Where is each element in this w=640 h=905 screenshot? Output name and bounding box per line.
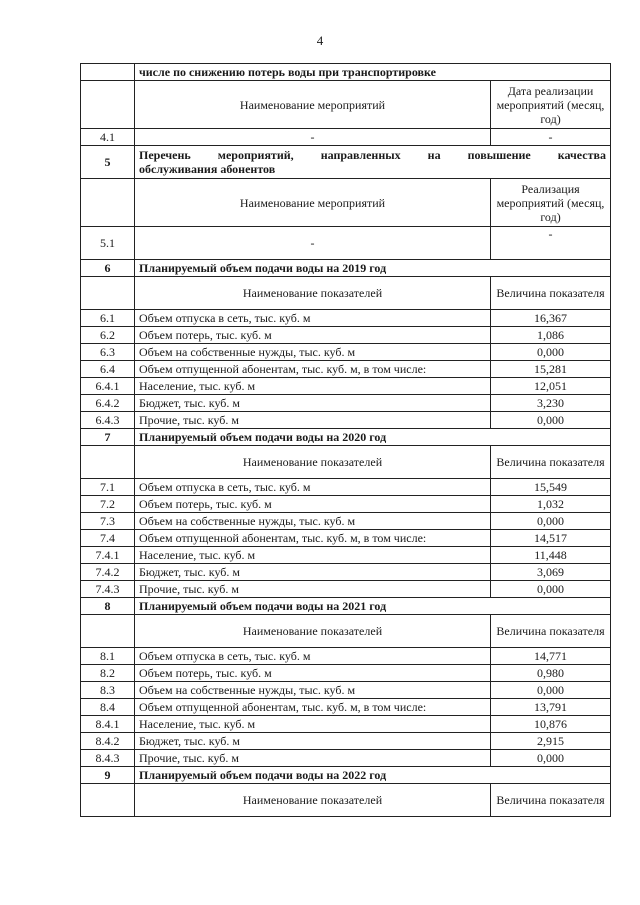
table-row [81,750,611,767]
table-row [81,716,611,733]
table-row [81,361,611,378]
row-value: 10,876 [491,716,611,733]
row-value: 2,915 [491,733,611,750]
table-row [81,378,611,395]
row-number: 4.1 [81,129,135,146]
row-number: 8.2 [81,665,135,682]
row-name: Объем потерь, тыс. куб. м [135,496,491,513]
table-header-row [81,179,611,227]
row-number: 8.4.2 [81,733,135,750]
row-name: Прочие, тыс. куб. м [135,412,491,429]
row-number: 7.4.3 [81,581,135,598]
document-table [80,63,611,817]
row-name: Население, тыс. куб. м [135,716,491,733]
row-value: 0,000 [491,581,611,598]
row-value: - [491,227,611,260]
section-number: 7 [81,429,135,446]
row-value: 3,230 [491,395,611,412]
table-header-row [81,784,611,817]
section-title: Планируемый объем подачи воды на 2020 год [135,429,611,446]
row-value: 15,281 [491,361,611,378]
column-header-value: Величина показателя [491,277,611,310]
row-number: 7.3 [81,513,135,530]
row-name: Прочие, тыс. куб. м [135,750,491,767]
row-number: 6.1 [81,310,135,327]
row-number: 7.4.1 [81,547,135,564]
row-name: Бюджет, тыс. куб. м [135,564,491,581]
row-number: 7.1 [81,479,135,496]
row-value: 16,367 [491,310,611,327]
row-number: 7.4.2 [81,564,135,581]
row-name: Объем отпуска в сеть, тыс. куб. м [135,479,491,496]
row-value: 0,980 [491,665,611,682]
number-cell [81,179,135,227]
row-number: 8.4.3 [81,750,135,767]
table-row [81,665,611,682]
row-number: 5.1 [81,227,135,260]
row-name: Объем отпущенной абонентам, тыс. куб. м, в том числе: [135,530,491,547]
table-row [81,344,611,361]
table-row [81,496,611,513]
section-row [81,260,611,277]
section-row [81,598,611,615]
row-number: 6.3 [81,344,135,361]
section-number: 9 [81,767,135,784]
title-word: Перечень [139,148,191,162]
row-number: 8.3 [81,682,135,699]
table-header-row [81,615,611,648]
section-number: 5 [81,146,135,179]
number-cell [81,446,135,479]
row-name: Население, тыс. куб. м [135,378,491,395]
column-header-name: Наименование показателей [135,277,491,310]
row-value: 0,000 [491,682,611,699]
table-row [81,648,611,665]
column-header-value: Величина показателя [491,784,611,817]
column-header-name: Наименование мероприятий [135,179,491,227]
row-value: 0,000 [491,513,611,530]
table-row [81,564,611,581]
page-number: 4 [316,33,324,48]
row-name: Объем на собственные нужды, тыс. куб. м [135,344,491,361]
row-name: Объем отпущенной абонентам, тыс. куб. м, в том числе: [135,361,491,378]
column-header-name: Наименование мероприятий [135,81,491,129]
section-title-line2: обслуживания абонентов [139,162,276,176]
section-row [81,146,611,179]
row-value: 3,069 [491,564,611,581]
continuation-title: числе по снижению потерь воды при транспортировке [135,64,611,81]
row-number: 8.1 [81,648,135,665]
table-row [81,129,611,146]
table-row [81,699,611,716]
row-number: 8.4 [81,699,135,716]
row-value: 0,000 [491,344,611,361]
row-name: Объем отпуска в сеть, тыс. куб. м [135,648,491,665]
row-value: 14,517 [491,530,611,547]
column-header-name: Наименование показателей [135,615,491,648]
section-title: Планируемый объем подачи воды на 2019 год [135,260,611,277]
row-name: Бюджет, тыс. куб. м [135,395,491,412]
table-row [81,227,611,260]
table-row [81,412,611,429]
row-name: - [135,129,491,146]
row-number: 6.4.1 [81,378,135,395]
row-name: Объем на собственные нужды, тыс. куб. м [135,513,491,530]
column-header-name: Наименование показателей [135,446,491,479]
section-title-line1 [139,148,606,162]
title-word: мероприятий, [217,148,294,162]
section-title: Планируемый объем подачи воды на 2022 год [135,767,611,784]
table-row [81,327,611,344]
number-cell [81,277,135,310]
row-number: 6.4 [81,361,135,378]
table-header-row [81,446,611,479]
row-name: Население, тыс. куб. м [135,547,491,564]
number-cell [81,615,135,648]
number-cell [81,81,135,129]
row-name: Объем потерь, тыс. куб. м [135,665,491,682]
table-row [81,513,611,530]
number-cell [81,64,135,81]
table-row [81,547,611,564]
section-row [81,429,611,446]
title-word: на [427,148,441,162]
table-header-row [81,81,611,129]
column-header-value: Величина показателя [491,615,611,648]
row-value: 0,000 [491,412,611,429]
title-word: качества [557,148,606,162]
row-name: Прочие, тыс. куб. м [135,581,491,598]
section-title: Планируемый объем подачи воды на 2021 год [135,598,611,615]
row-number: 6.2 [81,327,135,344]
section-row [81,767,611,784]
row-name: - [135,227,491,260]
row-name: Объем потерь, тыс. куб. м [135,327,491,344]
row-name: Объем отпуска в сеть, тыс. куб. м [135,310,491,327]
column-header-value: Дата реализации мероприятий (месяц, год) [491,81,611,129]
row-value: 13,791 [491,699,611,716]
row-value: 0,000 [491,750,611,767]
title-word: направленных [320,148,401,162]
row-number: 7.4 [81,530,135,547]
row-name: Объем на собственные нужды, тыс. куб. м [135,682,491,699]
row-value: - [491,129,611,146]
table-row [81,530,611,547]
table-row [81,479,611,496]
table-header-row [81,277,611,310]
row-value: 14,771 [491,648,611,665]
column-header-value: Реализация мероприятий (месяц, год) [491,179,611,227]
section-number: 6 [81,260,135,277]
row-value: 1,032 [491,496,611,513]
title-word: повышение [467,148,531,162]
column-header-value: Величина показателя [491,446,611,479]
row-number: 8.4.1 [81,716,135,733]
section-number: 8 [81,598,135,615]
row-value: 12,051 [491,378,611,395]
table-row [81,581,611,598]
table-row [81,733,611,750]
section-title [135,146,611,179]
column-header-name: Наименование показателей [135,784,491,817]
row-number: 6.4.3 [81,412,135,429]
row-value: 15,549 [491,479,611,496]
row-value: 1,086 [491,327,611,344]
table-row [81,395,611,412]
row-name: Бюджет, тыс. куб. м [135,733,491,750]
table-row [81,310,611,327]
row-name: Объем отпущенной абонентам, тыс. куб. м, в том числе: [135,699,491,716]
number-cell [81,784,135,817]
continuation-row [81,64,611,81]
row-value: 11,448 [491,547,611,564]
table-row [81,682,611,699]
row-number: 6.4.2 [81,395,135,412]
row-number: 7.2 [81,496,135,513]
